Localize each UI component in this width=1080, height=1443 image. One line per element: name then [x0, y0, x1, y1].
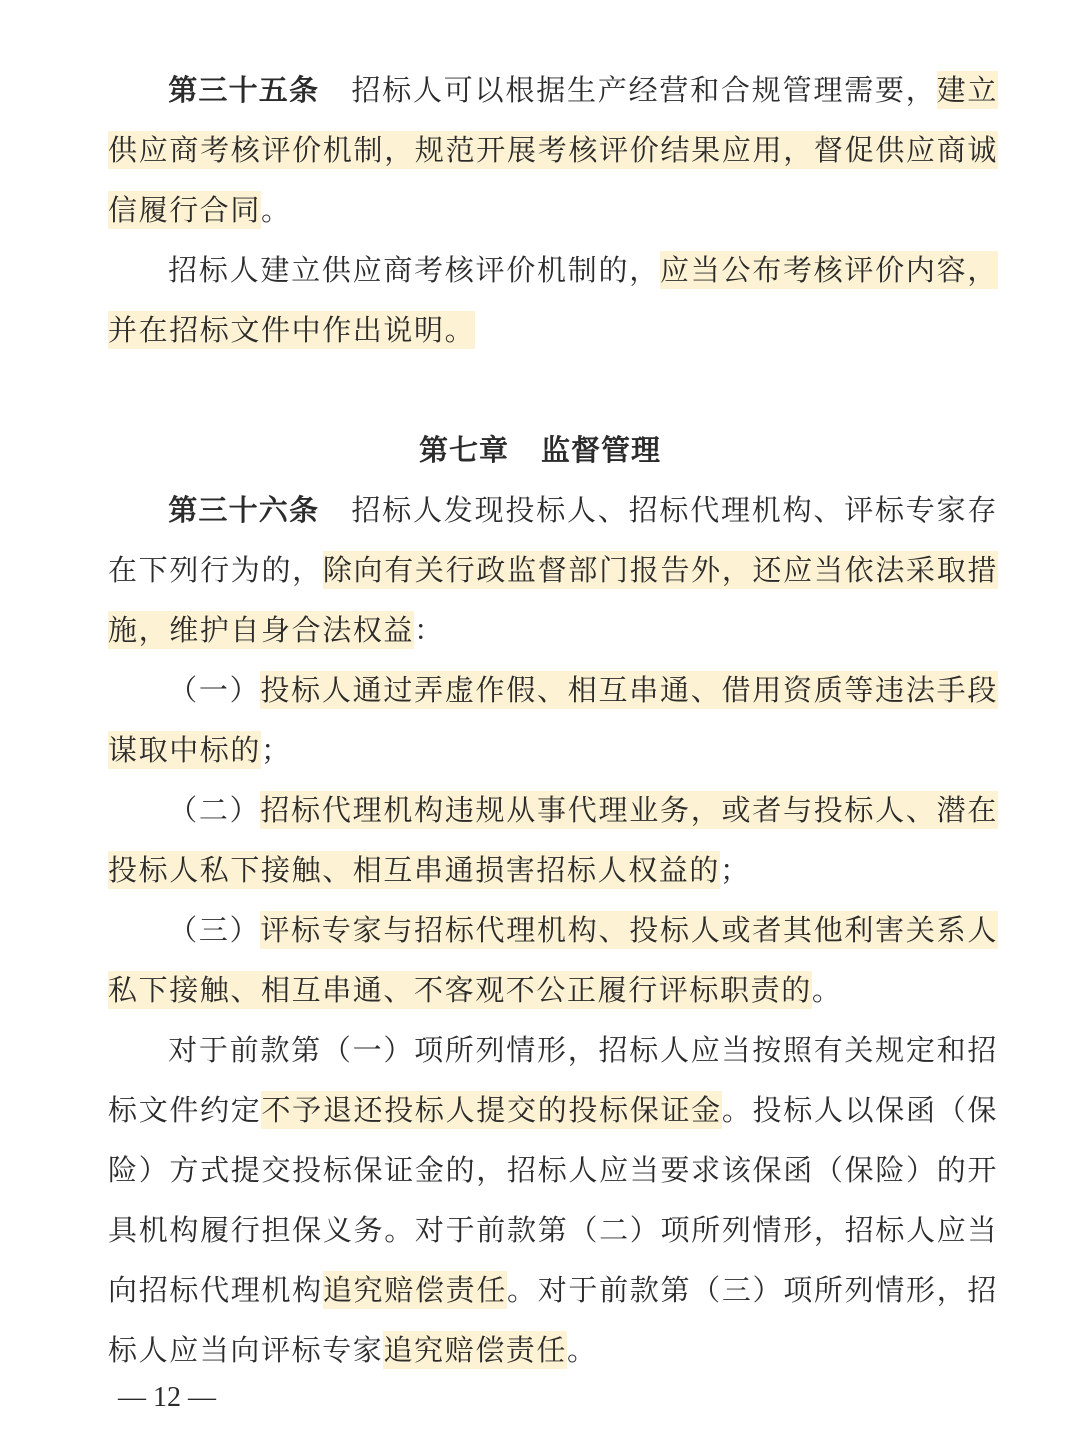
- art36-item-3-highlight-2: 私下接触、相互串通、不客观不公正履行评标职责的: [108, 973, 812, 1007]
- art36-item-1-line-2: [108, 728, 998, 772]
- art36-label: 第三十六条: [168, 493, 320, 527]
- art36-para-text-6a: 标人应当向评标专家: [108, 1333, 384, 1367]
- art36-item-3-line-1: [108, 908, 998, 952]
- art36-para-text-4: 具机构履行担保义务。对于前款第（二）项所列情形，招标人应当: [108, 1213, 998, 1247]
- art36-item-2-tail: ；: [720, 853, 751, 887]
- art35-line-3: [108, 188, 998, 232]
- art36-para-highlight-2: 不予退还投标人提交的投标保证金: [261, 1093, 722, 1127]
- art36-para-text-2a: 标文件约定: [108, 1093, 262, 1127]
- chapter-number: 第七章: [418, 433, 509, 467]
- art35-highlight-2: 供应商考核评价机制，规范开展考核评价结果应用，督促供应商诚: [108, 133, 998, 167]
- page-number: — 12 —: [118, 1382, 216, 1413]
- art36-para-highlight-5: 追究赔偿责任: [322, 1273, 508, 1307]
- art36-para-text-1: 对于前款第（一）项所列情形，招标人应当按照有关规定和招: [168, 1033, 998, 1067]
- art35-para-2-line-1: [108, 248, 998, 292]
- art36-para-line-3: [108, 1148, 998, 1192]
- chapter-subtitle: 监督管理: [541, 433, 662, 467]
- art36-para-highlight-6: 追究赔偿责任: [383, 1333, 568, 1367]
- art36-para-line-6: [108, 1328, 998, 1372]
- art36-item-1-highlight-2: 谋取中标的: [108, 733, 262, 767]
- art36-text-1: 招标人发现投标人、招标代理机构、评标专家存: [351, 493, 998, 527]
- art35-para-2-text: 招标人建立供应商考核评价机制的，: [168, 253, 660, 287]
- art36-text-2: 在下列行为的，: [108, 553, 323, 587]
- art36-highlight-2: 除向有关行政监督部门报告外，还应当依法采取措: [322, 553, 999, 587]
- art36-item-1-prefix: （一）: [168, 673, 261, 707]
- chapter-title: [0, 428, 1080, 472]
- art35-line-3-tail: 。: [261, 193, 292, 227]
- art36-para-text-6b: 。: [567, 1333, 598, 1367]
- art36-item-1-tail: ；: [261, 733, 292, 767]
- art36-item-3-highlight: 评标专家与招标代理机构、投标人或者其他利害关系人: [260, 913, 998, 947]
- art36-para-line-5: [108, 1268, 998, 1312]
- art36-highlight-3: 施，维护自身合法权益: [108, 613, 415, 647]
- art36-line-1: [108, 488, 998, 532]
- art35-para-2-highlight-2: 并在招标文件中作出说明。: [108, 313, 476, 347]
- art36-line-2: [108, 548, 998, 592]
- art36-item-1-highlight: 投标人通过弄虚作假、相互串通、借用资质等违法手段: [260, 673, 998, 707]
- art36-item-3-prefix: （三）: [168, 913, 261, 947]
- art35-highlight-1: 建立: [936, 73, 998, 107]
- art36-para-line-1: [108, 1028, 998, 1072]
- art36-item-1-line-1: [108, 668, 998, 712]
- art35-para-2-highlight: 应当公布考核评价内容，: [659, 253, 998, 287]
- art35-highlight-3: 信履行合同: [108, 193, 262, 227]
- art35-line-1: [108, 68, 998, 112]
- art35-text-1: 招标人可以根据生产经营和合规管理需要，: [351, 73, 937, 107]
- art36-para-text-5a: 向招标代理机构: [108, 1273, 323, 1307]
- art36-line-3-tail: ：: [414, 613, 445, 647]
- art36-item-3-line-2: [108, 968, 998, 1012]
- art36-para-line-4: [108, 1208, 998, 1252]
- art36-item-2-highlight: 招标代理机构违规从事代理业务，或者与投标人、潜在: [260, 793, 998, 827]
- art35-line-2: [108, 128, 998, 172]
- art35-label: 第三十五条: [168, 73, 320, 107]
- art36-para-text-3: 险）方式提交投标保证金的，招标人应当要求该保函（保险）的开: [108, 1153, 998, 1187]
- art36-para-text-5b: 。对于前款第（三）项所列情形，招: [507, 1273, 998, 1307]
- art36-line-3: [108, 608, 998, 652]
- art36-item-3-tail: 。: [811, 973, 843, 1007]
- art36-item-2-line-2: [108, 848, 998, 892]
- art36-para-text-2b: 。投标人以保函（保: [721, 1093, 998, 1127]
- art36-para-line-2: [108, 1088, 998, 1132]
- art35-para-2-line-2: [108, 308, 998, 352]
- art36-item-2-line-1: [108, 788, 998, 832]
- art36-item-2-prefix: （二）: [168, 793, 261, 827]
- art36-item-2-highlight-2: 投标人私下接触、相互串通损害招标人权益的: [108, 853, 721, 887]
